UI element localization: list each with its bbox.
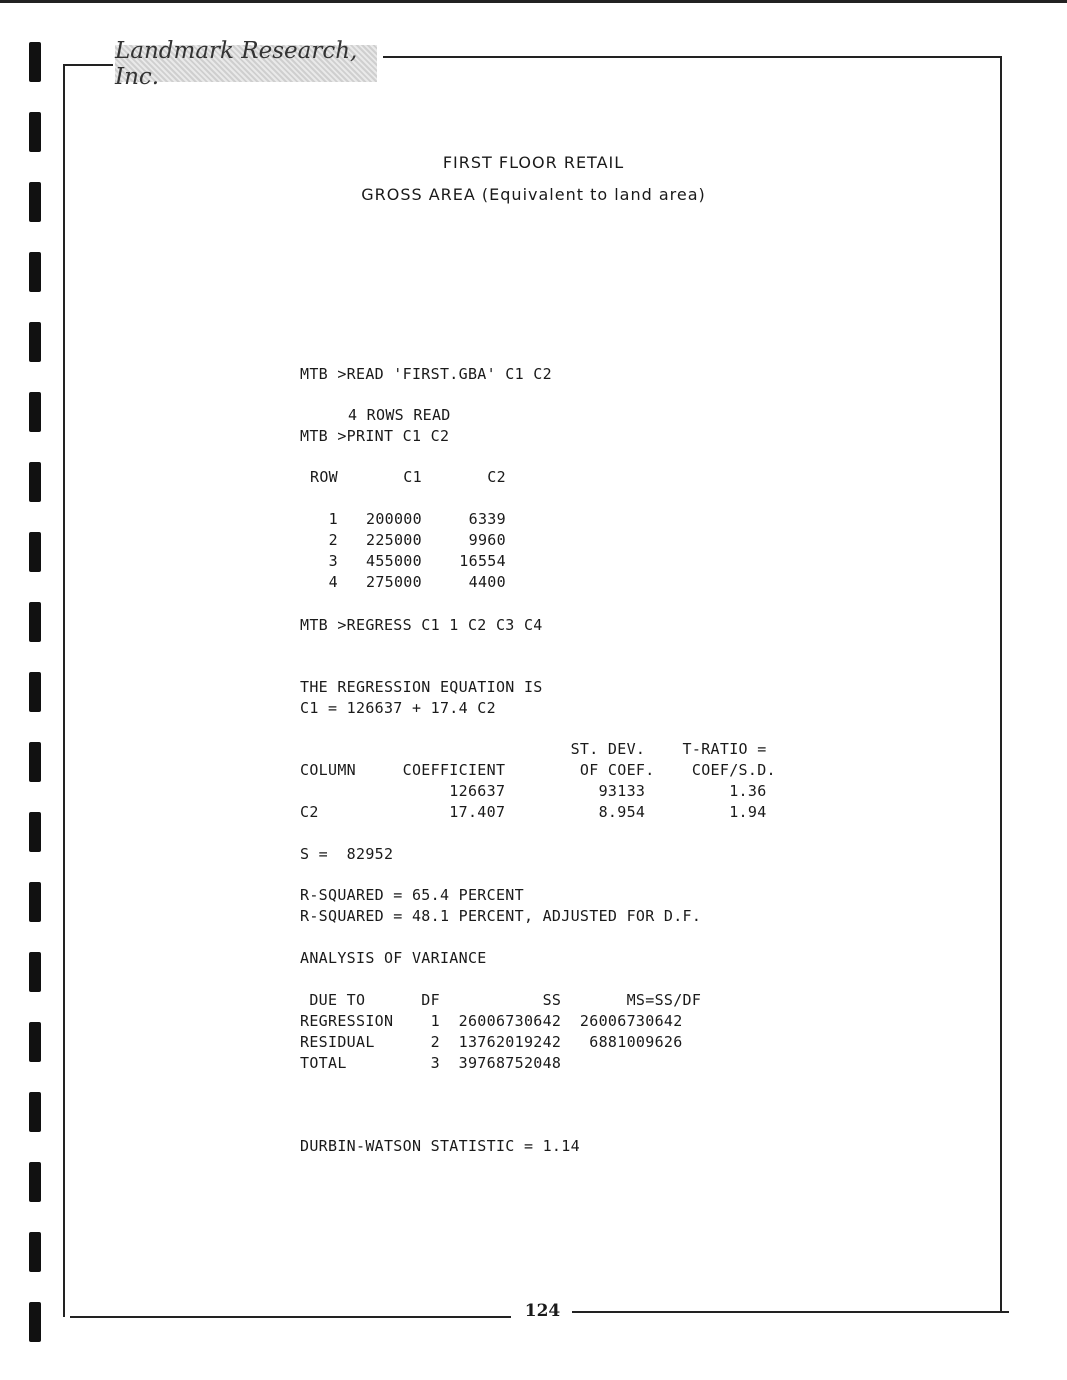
binder-hole <box>29 672 41 712</box>
company-logo: Landmark Research, Inc. <box>115 45 377 82</box>
document-subtitle: GROSS AREA (Equivalent to land area) <box>361 185 706 204</box>
regress-command: MTB >REGRESS C1 1 C2 C3 C4 <box>300 616 543 634</box>
binder-hole <box>29 882 41 922</box>
binder-hole <box>29 1022 41 1062</box>
binder-hole <box>29 952 41 992</box>
binder-hole <box>29 252 41 292</box>
table-row: 1 200000 6339 <box>310 510 506 528</box>
binder-hole <box>29 1232 41 1272</box>
binder-hole <box>29 1162 41 1202</box>
read-command: MTB >READ 'FIRST.GBA' C1 C2 <box>300 365 552 383</box>
binder-hole <box>29 462 41 502</box>
binder-hole <box>29 42 41 82</box>
r-squared-adjusted-line: R-SQUARED = 48.1 PERCENT, ADJUSTED FOR D.F. <box>300 907 702 925</box>
table-row: 4 275000 4400 <box>310 573 506 591</box>
frame-top-left <box>63 64 113 66</box>
rows-read-message: 4 ROWS READ <box>348 406 451 424</box>
table-row: 2 225000 9960 <box>310 531 506 549</box>
anova-line: DUE TO DF SS MS=SS/DF <box>300 991 702 1009</box>
coef-table-line: C2 17.407 8.954 1.94 <box>300 803 767 821</box>
data-table-header: ROW C1 C2 <box>310 468 506 486</box>
r-squared-line: R-SQUARED = 65.4 PERCENT <box>300 886 524 904</box>
binder-hole <box>29 112 41 152</box>
anova-heading: ANALYSIS OF VARIANCE <box>300 949 487 967</box>
binder-hole <box>29 392 41 432</box>
document-title: FIRST FLOOR RETAIL <box>442 153 625 172</box>
regression-equation: C1 = 126637 + 17.4 C2 <box>300 699 496 717</box>
coef-table-line: ST. DEV. T-RATIO = <box>300 740 767 758</box>
coef-table-line: COLUMN COEFFICIENT OF COEF. COEF/S.D. <box>300 761 776 779</box>
durbin-watson-line: DURBIN-WATSON STATISTIC = 1.14 <box>300 1137 580 1155</box>
binder-hole <box>29 742 41 782</box>
table-row: 3 455000 16554 <box>310 552 506 570</box>
print-command: MTB >PRINT C1 C2 <box>300 427 450 445</box>
frame-left <box>63 64 65 1317</box>
anova-line: REGRESSION 1 26006730642 26006730642 <box>300 1012 683 1030</box>
page-number: 124 <box>524 1301 561 1321</box>
binder-hole <box>29 532 41 572</box>
coef-table-line: 126637 93133 1.36 <box>300 782 767 800</box>
std-error-line: S = 82952 <box>300 845 394 863</box>
binder-hole <box>29 322 41 362</box>
binder-hole <box>29 602 41 642</box>
binder-hole <box>29 1092 41 1132</box>
frame-top-right <box>383 56 1002 58</box>
anova-line: TOTAL 3 39768752048 <box>300 1054 562 1072</box>
binder-hole <box>29 812 41 852</box>
equation-heading: THE REGRESSION EQUATION IS <box>300 678 543 696</box>
page-top-edge <box>0 0 1067 3</box>
anova-line: RESIDUAL 2 13762019242 6881009626 <box>300 1033 683 1051</box>
frame-right <box>1000 56 1002 1312</box>
